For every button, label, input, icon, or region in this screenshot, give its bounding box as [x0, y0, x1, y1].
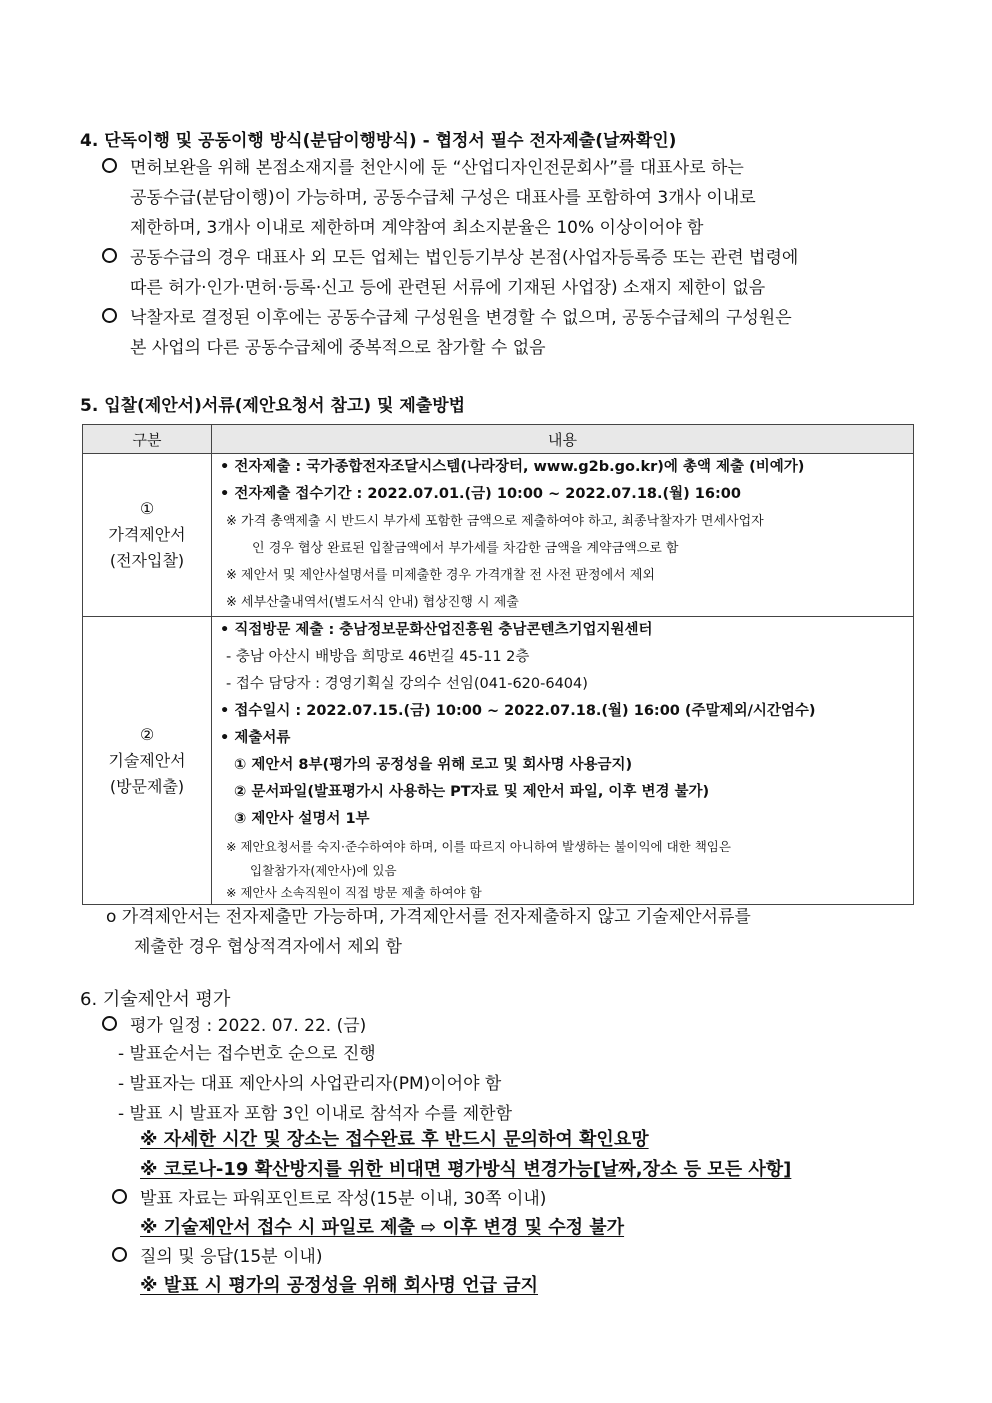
list-item: [102, 243, 117, 273]
row-content-technical: [212, 617, 914, 905]
qa-note: ※ 발표 시 평가의 공정성을 위해 회사명 언급 금지: [140, 1275, 539, 1296]
price-note: [106, 902, 751, 962]
content-line: ① 제안서 8부(평가의 공정성을 위해 로고 및 회사명 사용금지): [234, 757, 633, 773]
note-line: ※ 가격 총액제출 시 반드시 부가세 포함한 금액으로 제출하여야 하고, 최종낙찰자가 면세사업자: [226, 514, 764, 529]
circled-number: ②: [139, 724, 155, 744]
circle-bullet-icon: [102, 158, 117, 173]
text-line: 제한하며, 3개사 이내로 제한하며 계약참여 최소지분율은 10% 이상이어야 함: [130, 218, 704, 238]
table-header-category: 구분: [83, 425, 212, 454]
ppt-text: 발표 자료는 파워포인트로 작성(15분 이내, 30쪽 이내): [140, 1189, 547, 1209]
note-line: 인 경우 협상 완료된 입찰금액에서 부가세를 차감한 금액을 계약금액으로 함: [252, 541, 679, 556]
list-item-text: [130, 153, 756, 243]
dash-item: - 발표순서는 접수번호 순으로 진행: [118, 1044, 376, 1064]
table-header-content: 내용: [212, 425, 914, 454]
circle-bullet-icon: [112, 1247, 127, 1262]
section-4-title: 4. 단독이행 및 공동이행 방식(분담이행방식) - 협정서 필수 전자제출(날짜확인): [80, 131, 677, 151]
note-line: ※ 코로나-19 확산방지를 위한 비대면 평가방식 변경가능[날짜,장소 등 모든 사항]: [140, 1159, 792, 1180]
row-label-sub: (전자입찰): [109, 551, 185, 570]
list-item: [102, 1011, 117, 1041]
content-line: • 전자제출 접수기간 : 2022.07.01.(금) 10:00 ~ 2022.07.18.(월) 16:00: [220, 486, 741, 502]
section-5-title: 5. 입찰(제안서)서류(제안요청서 참고) 및 제출방법: [80, 396, 466, 416]
row-label-sub: (방문제출): [109, 776, 185, 796]
text-line: 공동수급(분담이행)이 가능하며, 공동수급체 구성은 대표사를 포함하여 3개사 이내로: [130, 188, 756, 208]
circled-number: ①: [139, 499, 155, 518]
important-notes: [140, 1125, 791, 1185]
text-line: 공동수급의 경우 대표사 외 모든 업체는 법인등기부상 본점(사업자등록증 또는 관련 법령에: [130, 248, 799, 268]
row-label-price: [83, 454, 212, 617]
row-label-text: 기술제안서: [108, 750, 186, 770]
list-item: [112, 1242, 127, 1272]
dash-list: [118, 1039, 512, 1129]
note-line: ※ 자세한 시간 및 장소는 접수완료 후 반드시 문의하여 확인요망: [140, 1129, 649, 1150]
content-line: • 직접방문 제출 : 충남정보문화산업진흥원 충남콘텐츠기업지원센터: [220, 622, 653, 638]
text-line: 면허보완을 위해 본점소재지를 천안시에 둔 “산업디자인전문회사”를 대표사로 하는: [130, 158, 744, 178]
content-line: • 제출서류: [220, 730, 291, 746]
text-line: 낙찰자로 결정된 이후에는 공동수급체 구성원을 변경할 수 없으며, 공동수급체의 구성원은: [130, 308, 792, 328]
content-line: - 접수 담당자 : 경영기획실 강의수 선임(041-620-6404): [226, 676, 588, 692]
circle-bullet-icon: [102, 308, 117, 323]
note-line: ※ 제안요청서를 숙지·준수하여야 하며, 이를 따르지 아니하여 발생하는 불이익에 대한 책임은: [226, 839, 731, 854]
content-line: • 전자제출 : 국가종합전자조달시스템(나라장터, www.g2b.go.kr)에 총액 제출 (비예가): [220, 459, 805, 475]
note-line: 입찰참가자(제안사)에 있음: [250, 863, 397, 878]
submission-table: [82, 424, 914, 905]
list-item-text: [130, 243, 798, 303]
circle-bullet-icon: [102, 248, 117, 263]
section-6-title: 6. 기술제안서 평가: [80, 989, 231, 1010]
content-line: • 접수일시 : 2022.07.15.(금) 10:00 ~ 2022.07.18.(월) 16:00 (주말제외/시간엄수): [220, 703, 816, 719]
text-line: 본 사업의 다른 공동수급체에 중복적으로 참가할 수 없음: [130, 338, 546, 358]
content-line: ② 문서파일(발표평가시 사용하는 PT자료 및 제안서 파일, 이후 변경 불가): [234, 784, 710, 800]
note-line: ※ 제안서 및 제안사설명서를 미제출한 경우 가격개찰 전 사전 판정에서 제외: [226, 568, 655, 583]
row-content-price: [212, 454, 914, 617]
note-line: ※ 세부산출내역서(별도서식 안내) 협상진행 시 제출: [226, 595, 519, 610]
list-item: [102, 153, 117, 183]
row-label-text: 가격제안서: [108, 525, 186, 544]
list-item-text: [130, 303, 792, 363]
dash-item: - 발표자는 대표 제안사의 사업관리자(PM)이어야 함: [118, 1074, 502, 1094]
circle-bullet-icon: [112, 1189, 127, 1204]
dash-item: - 발표 시 발표자 포함 3인 이내로 참석자 수를 제한함: [118, 1104, 513, 1124]
row-label-technical: [83, 617, 212, 905]
content-line: ③ 제안사 설명서 1부: [234, 811, 370, 827]
text-line: o 가격제안서는 전자제출만 가능하며, 가격제안서를 전자제출하지 않고 기술제안서류를: [106, 907, 751, 927]
qa-text: 질의 및 응답(15분 이내): [140, 1247, 323, 1267]
list-item: [102, 303, 117, 333]
note-line: ※ 제안사 소속직원이 직접 방문 제출 하여야 함: [226, 885, 482, 900]
text-line: 제출한 경우 협상적격자에서 제외 함: [134, 937, 402, 957]
circle-bullet-icon: [102, 1016, 117, 1031]
list-item: [112, 1184, 127, 1214]
table-row: [83, 617, 914, 905]
table-row: [83, 454, 914, 617]
schedule-text: 평가 일정 : 2022. 07. 22. (금): [130, 1016, 367, 1036]
content-line: - 충남 아산시 배방읍 희망로 46번길 45-11 2층: [226, 649, 530, 665]
ppt-note: ※ 기술제안서 접수 시 파일로 제출 ⇨ 이후 변경 및 수정 불가: [140, 1217, 625, 1238]
text-line: 따른 허가·인가·면허·등록·신고 등에 관련된 서류에 기재된 사업장) 소재지 제한이 없음: [130, 278, 766, 298]
table-header-row: [83, 425, 914, 454]
